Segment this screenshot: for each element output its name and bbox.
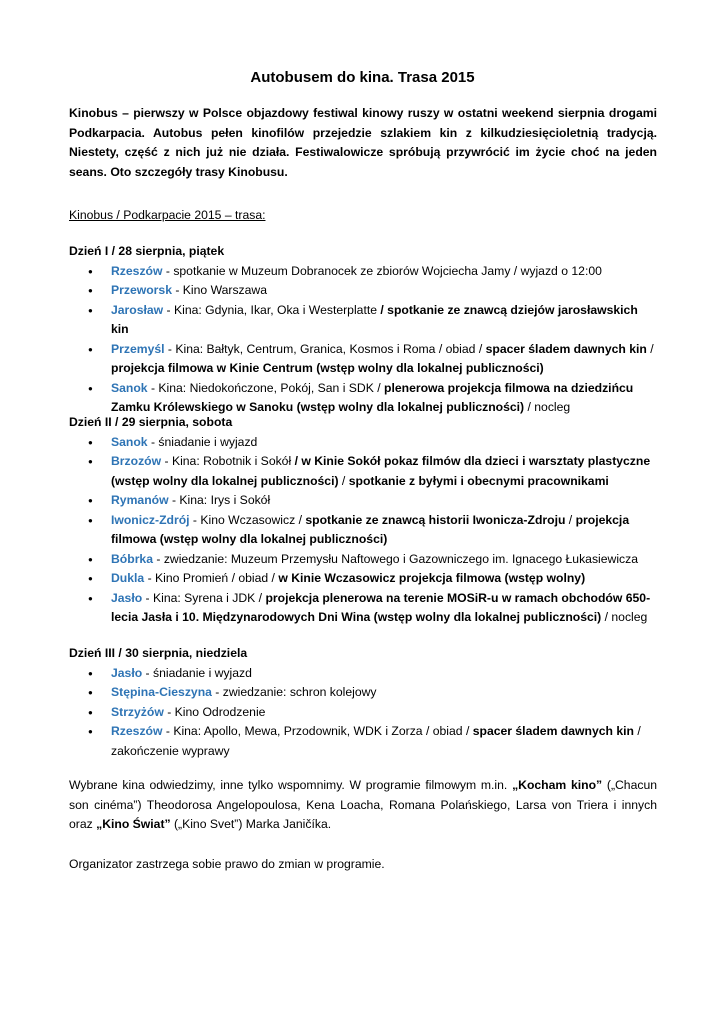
stop-city: Iwonicz-Zdrój	[111, 512, 190, 527]
stop-city: Jasło	[111, 590, 143, 605]
stop-detail: projekcja filmowa (wstęp wolny dla lokalnej publiczności)	[111, 512, 630, 546]
stop-detail: / w Kinie Sokół pokaz filmów dla dzieci i warsztaty plastyczne (wstęp wolny dla lokalnej publiczności)	[111, 454, 651, 488]
stop-detail: - Kino Wczasowicz /	[189, 512, 306, 527]
summary-text: „Kocham kino”	[512, 778, 603, 792]
stop-city: Sanok	[111, 380, 148, 395]
day-title: Dzień II / 29 sierpnia, sobota	[69, 415, 233, 429]
stop-detail: /	[565, 512, 576, 527]
stop-city: Bóbrka	[111, 551, 153, 566]
stop-city: Rzeszów	[111, 263, 163, 278]
stop-item	[69, 550, 657, 570]
stop-detail: / spotkanie ze znawcą dziejów jarosławskich kin	[111, 302, 638, 336]
stop-item	[69, 703, 657, 723]
stop-detail: - Kina: Apollo, Mewa, Przodownik, WDK i Zorza / obiad /	[162, 724, 473, 738]
stop-item	[69, 511, 657, 550]
stop-detail: - Kino Odrodzenie	[163, 704, 266, 719]
stop-detail: - Kina: Niedokończone, Pokój, San i SDK /	[147, 380, 385, 395]
stop-list	[69, 664, 657, 762]
stop-item	[69, 433, 657, 453]
stop-detail: - Kino Promień / obiad /	[144, 571, 279, 585]
footer-note: Organizator zastrzega sobie prawo do zmian w programie.	[69, 857, 385, 871]
stop-detail: - spotkanie w Muzeum Dobranocek ze zbiorów Wojciecha Jamy / wyjazd o 12:00	[162, 263, 602, 278]
day-section	[69, 413, 657, 628]
stop-detail: plenerowa projekcja filmowa na dziedzińcu Zamku Królewskiego w Sanoku (wstęp wolny dla lokalnej publiczności)	[111, 380, 634, 414]
stop-item	[69, 281, 657, 301]
stop-detail: w Kinie Wczasowicz projekcja filmowa (wstęp wolny)	[278, 571, 586, 585]
stop-list	[69, 262, 657, 418]
stop-detail: - Kina: Syrena i JDK /	[142, 590, 266, 605]
stop-city: Przeworsk	[111, 283, 172, 297]
stop-city: Jarosław	[111, 302, 164, 317]
route-heading: Kinobus / Podkarpacie 2015 – trasa:	[69, 208, 266, 222]
stop-detail: - zwiedzanie: schron kolejowy	[211, 685, 377, 699]
stop-list	[69, 433, 657, 628]
stop-city: Stępina-Cieszyna	[111, 685, 212, 699]
summary-paragraph	[69, 776, 657, 835]
stop-city: Strzyżów	[111, 704, 164, 719]
stop-item	[69, 722, 657, 761]
stop-detail: spacer śladem dawnych kin	[485, 341, 647, 356]
stop-item	[69, 683, 657, 703]
document-title: Autobusem do kina. Trasa 2015	[250, 69, 475, 86]
summary-text: („Kino Svet”) Marka Janičíka.	[170, 817, 332, 831]
stop-detail: - Kina: Irys i Sokół	[168, 493, 271, 507]
stop-city: Brzozów	[111, 454, 162, 468]
stop-item	[69, 452, 657, 491]
stop-detail: / nocleg	[524, 400, 571, 414]
stop-detail: spotkanie z byłymi i obecnymi pracownikami	[348, 473, 609, 488]
day-title: Dzień I / 28 sierpnia, piątek	[69, 244, 225, 258]
intro-paragraph: Kinobus – pierwszy w Polsce objazdowy festiwal kinowy ruszy w ostatni weekend sierpnia drogami Podkarpacia. Autobus pełen kinofilów przejedzie szlakiem kin z kilkudziesięcioletnią tradycją. Niestety, część z nich już nie działa. Festiwalowicze spróbują przywrócić im życie choć na jeden seans. Oto szczegóły trasy Kinobusu.	[69, 106, 657, 179]
stop-item	[69, 569, 657, 589]
stop-detail: - zwiedzanie: Muzeum Przemysłu Naftowego i Gazowniczego im. Ignacego Łukasiewicza	[153, 551, 639, 566]
stop-city: Jasło	[111, 665, 143, 680]
summary-text: „Kino Świat”	[96, 817, 171, 831]
summary-text: Wybrane kina odwiedzimy, inne tylko wspomnimy. W programie filmowym m.in.	[69, 778, 513, 792]
stop-detail: /	[646, 341, 654, 356]
stop-detail: - Kino Warszawa	[171, 283, 268, 297]
stop-detail: - Kina: Gdynia, Ikar, Oka i Westerplatte	[163, 302, 381, 317]
stop-city: Rzeszów	[111, 724, 163, 738]
day-section	[69, 644, 657, 761]
day-section	[69, 242, 657, 418]
stop-detail: projekcja filmowa w Kinie Centrum (wstęp wolny dla lokalnej publiczności)	[111, 361, 544, 375]
stop-detail: spotkanie ze znawcą historii Iwonicza-Zdroju	[305, 512, 566, 527]
stop-city: Dukla	[111, 571, 145, 585]
stop-detail: - śniadanie i wyjazd	[147, 434, 258, 449]
stop-item	[69, 340, 657, 379]
stop-detail: /	[338, 473, 349, 488]
stop-item	[69, 379, 657, 418]
stop-item	[69, 262, 657, 282]
stop-detail: / nocleg	[601, 610, 648, 624]
stop-item	[69, 301, 657, 340]
stop-detail: - Kina: Robotnik i Sokół	[161, 454, 295, 468]
day-title: Dzień III / 30 sierpnia, niedziela	[69, 646, 248, 660]
stop-detail: projekcja plenerowa na terenie MOSiR-u w ramach obchodów 650-lecia Jasła i 10. Międzynarodowych Dni Wina (wstęp wolny dla lokalnej publiczności)	[111, 590, 651, 624]
stop-detail: spacer śladem dawnych kin	[472, 724, 634, 738]
stop-detail: / zakończenie wyprawy	[111, 724, 641, 758]
stop-detail: - śniadanie i wyjazd	[142, 665, 252, 680]
summary-text: („Chacun son cinéma”) Theodorosa Angelopoulosa, Kena Loacha, Romana Polańskiego, Larsa von Triera i innych oraz	[69, 778, 658, 831]
stop-city: Sanok	[111, 434, 148, 449]
stop-item	[69, 589, 657, 628]
stop-detail: - Kina: Bałtyk, Centrum, Granica, Kosmos i Roma / obiad /	[164, 341, 486, 356]
stop-item	[69, 664, 657, 684]
stop-city: Rymanów	[111, 493, 169, 507]
stop-item	[69, 491, 657, 511]
stop-city: Przemyśl	[111, 341, 165, 356]
